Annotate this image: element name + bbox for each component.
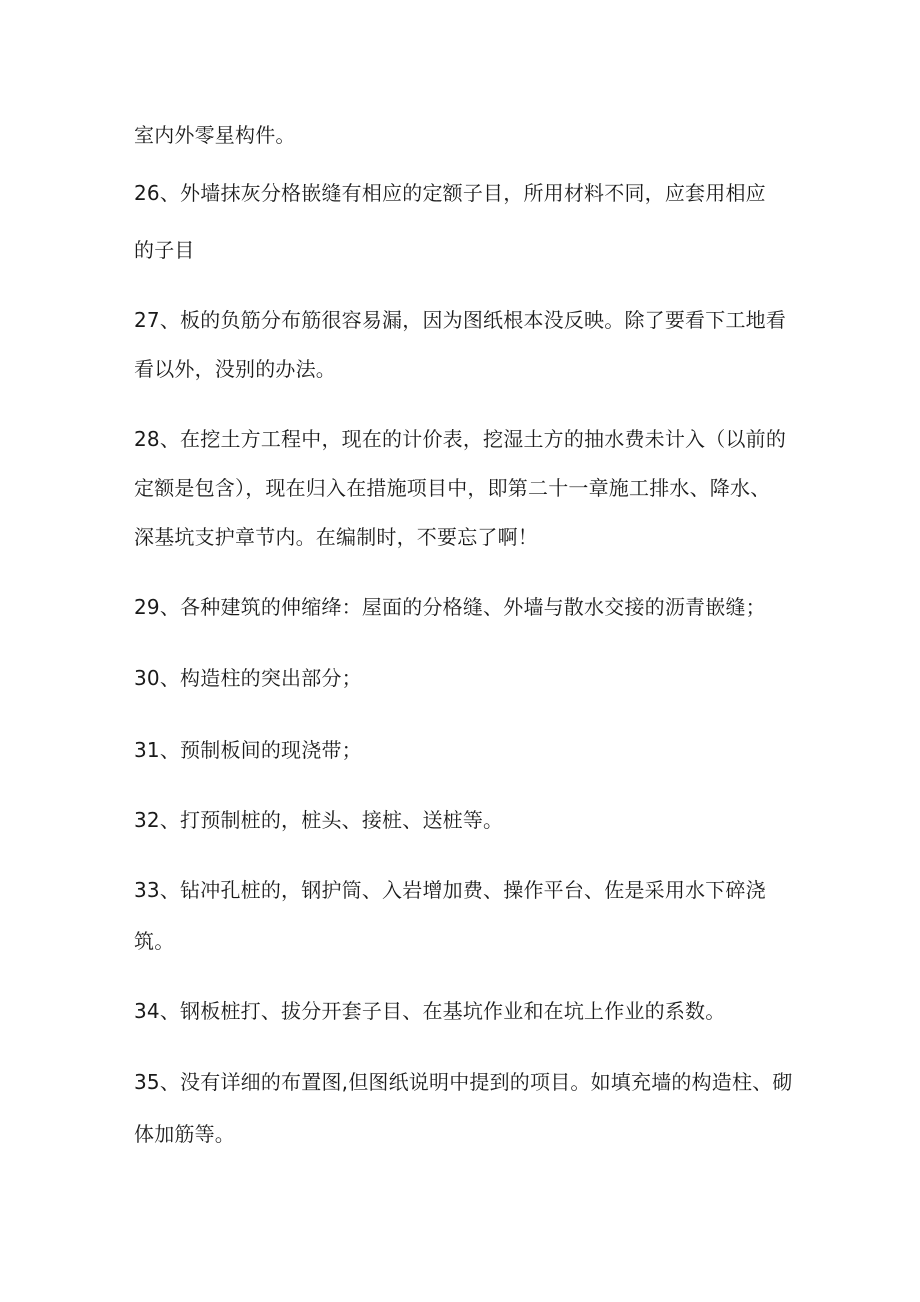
item-30-line: 30、构造柱的突出部分； — [134, 666, 362, 690]
item-35-line-2: 体加筋等。 — [134, 1122, 235, 1146]
item-33-line-2: 筑。 — [134, 929, 175, 953]
item-28-line-1: 28、在挖土方工程中，现在的计价表，挖湿土方的抽水费未计入（以前的 — [134, 427, 787, 451]
item-28-line-3: 深基坑支护章节内。在编制时，不要忘了啊！ — [134, 525, 538, 549]
item-34-line: 34、钢板桩打、拔分开套子目、在基坑作业和在坑上作业的系数。 — [134, 999, 726, 1023]
item-26-line-2: 的子目 — [134, 238, 195, 262]
item-32-line: 32、打预制桩的，桩头、接桩、送桩等。 — [134, 808, 504, 832]
item-29-line: 29、各种建筑的伸缩绛：屋面的分格缝、外墙与散水交接的沥青嵌缝； — [134, 595, 766, 619]
item-31-line: 31、预制板间的现浇带； — [134, 738, 362, 762]
text-line: 室内外零星构件。 — [134, 123, 296, 147]
item-33-line-1: 33、钻冲孔桩的，钢护筒、入岩增加费、操作平台、佐是采用水下碎浇 — [134, 878, 766, 902]
item-26-line-1: 26、外墙抹灰分格嵌缝有相应的定额子目，所用材料不同，应套用相应 — [134, 181, 766, 205]
item-27-line-2: 看以外，没别的办法。 — [134, 357, 336, 381]
item-27-line-1: 27、板的负筋分布筋很容易漏，因为图纸根本没反映。除了要看下工地看 — [134, 308, 787, 332]
item-28-line-2: 定额是包含），现在归入在措施项目中，即第二十一章施工排水、降水、 — [134, 476, 771, 500]
item-35-line-1: 35、没有详细的布置图,但图纸说明中提到的项目。如填充墙的构造柱、砌 — [134, 1070, 793, 1094]
